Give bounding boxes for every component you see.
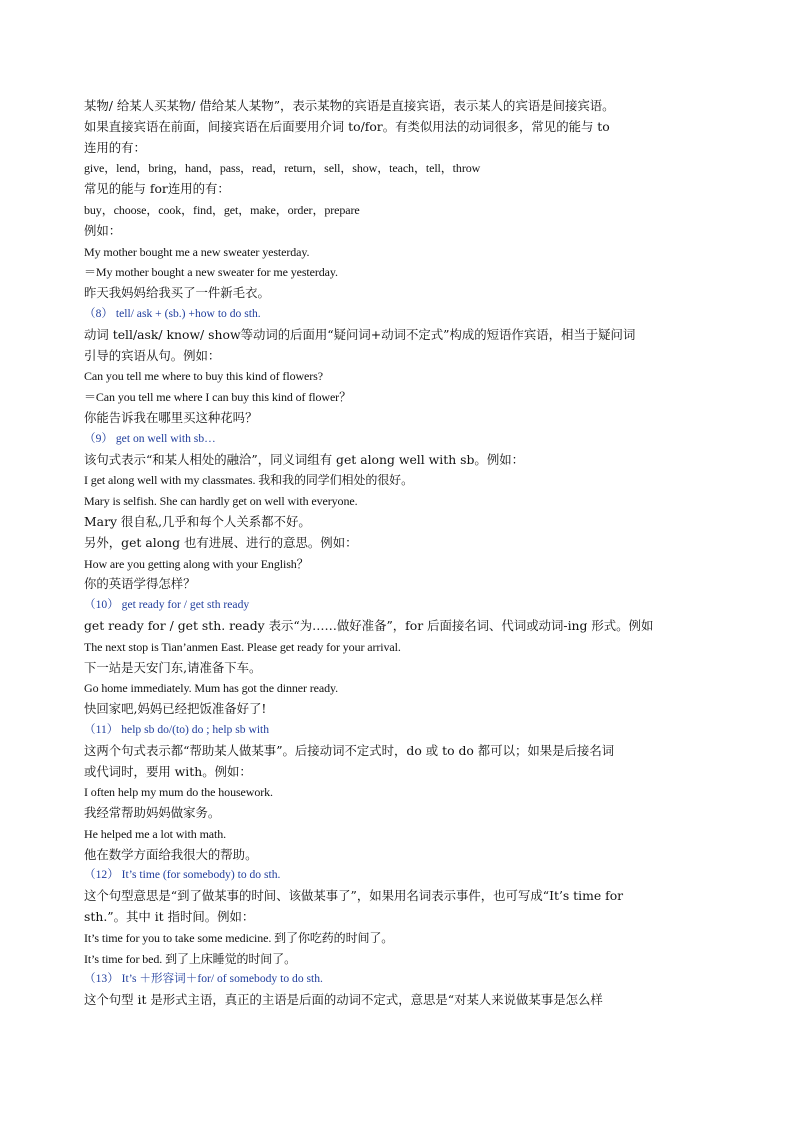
text-line: 这个句型意思是“到了做某事的时间、该做某事了”，如果用名词表示事件，也可写成“It’s time for (84, 888, 624, 904)
text-line: 他在数学方面给我很大的帮助。 (84, 846, 258, 862)
text-line: Go home immediately. Mum has got the dinner ready. (84, 681, 339, 696)
text-line: My mother bought me a new sweater yesterday. (84, 244, 310, 259)
text-line: 我经常帮助妈妈做家务。 (84, 805, 221, 821)
text-line: 下一站是天安门东,请准备下车。 (84, 659, 262, 675)
text-line: How are you getting along with your English？ (84, 556, 309, 571)
text-line: Mary is selfish. She can hardly get on well with everyone. (84, 494, 358, 509)
text-line: buy，choose，cook，find，get，make，order，prepare (84, 202, 360, 217)
text-line: The next stop is Tian’anmen East. Please get ready for your arrival. (84, 639, 401, 654)
text-line: 这两个句式表示都“帮助某人做某事”。后接动词不定式时，do 或 to do 都可以；如果是后接名词 (84, 742, 615, 758)
text-line: 动词 tell/ask/ know/ show等动词的后面用“疑问词+动词不定式”构成的短语作宾语，相当于疑问词 (84, 326, 636, 342)
text-line: 该句式表示“和某人相处的融洽”，同义词组有 get along well with sb。例如： (84, 451, 524, 467)
text-line: ＝Can you tell me where I can buy this kind of flower？ (84, 390, 351, 405)
text-line: get ready for / get sth. ready 表示“为……做好准备”，for 后面接名词、代词或动词-ing 形式。例如 (84, 617, 654, 633)
text-line: give，lend，bring，hand，pass，read，return，sell，show，teach，tell，throw (84, 161, 481, 176)
section-heading: （13） It’s ＋形容词＋for/ of somebody to do sth. (84, 972, 323, 986)
text-line: It’s time for bed. 到了上床睡觉的时间了。 (84, 951, 296, 966)
text-line: 常见的能与 for连用的有： (84, 181, 230, 197)
document-body (84, 96, 684, 1011)
section-heading: （12） It’s time (for somebody) to do sth. (84, 868, 281, 882)
text-line: sth.”。其中 it 指时间。例如： (84, 909, 255, 925)
text-line: I often help my mum do the housework. (84, 785, 273, 800)
text-line: 你能告诉我在哪里买这种花吗？ (84, 409, 258, 425)
text-line: I get along well with my classmates. 我和我的同学们相处的很好。 (84, 473, 413, 488)
text-line: 另外，get along 也有进展、进行的意思。例如： (84, 534, 358, 550)
section-heading: （9） get on well with sb… (84, 431, 216, 445)
text-line: 如果直接宾语在前面，间接宾语在后面要用介词 to/for。有类似用法的动词很多，常见的能与 to (84, 118, 610, 134)
section-heading: （8） tell/ ask + (sb.) +how to do sth. (84, 306, 261, 320)
text-line: 或代词时，要用 with。例如： (84, 763, 252, 779)
text-line: Can you tell me where to buy this kind of flowers? (84, 369, 323, 384)
text-line: 你的英语学得怎样？ (84, 576, 196, 592)
text-line: 这个句型 it 是形式主语，真正的主语是后面的动词不定式，意思是“对某人来说做某事是怎么样 (84, 992, 603, 1008)
text-line: 某物/ 给某人买某物/ 借给某人某物”，表示某物的宾语是直接宾语，表示某人的宾语是间接宾语。 (84, 98, 615, 113)
text-line: Mary 很自私,几乎和每个人关系都不好。 (84, 513, 311, 529)
text-line: 昨天我妈妈给我买了一件新毛衣。 (84, 285, 270, 301)
text-line: 例如： (84, 222, 122, 238)
section-heading: （11） help sb do/(to) do ; help sb with (84, 722, 270, 736)
text-line: 引导的宾语从句。例如： (84, 347, 221, 363)
text-line: 快回家吧,妈妈已经把饭准备好了! (84, 701, 267, 717)
text-line: It’s time for you to take some medicine. 到了你吃药的时间了。 (84, 930, 394, 945)
text-line: 连用的有： (84, 139, 146, 155)
text-line: He helped me a lot with math. (84, 826, 227, 841)
section-heading: （10） get ready for / get sth ready (84, 598, 250, 612)
text-line: ＝My mother bought a new sweater for me yesterday. (84, 265, 338, 280)
